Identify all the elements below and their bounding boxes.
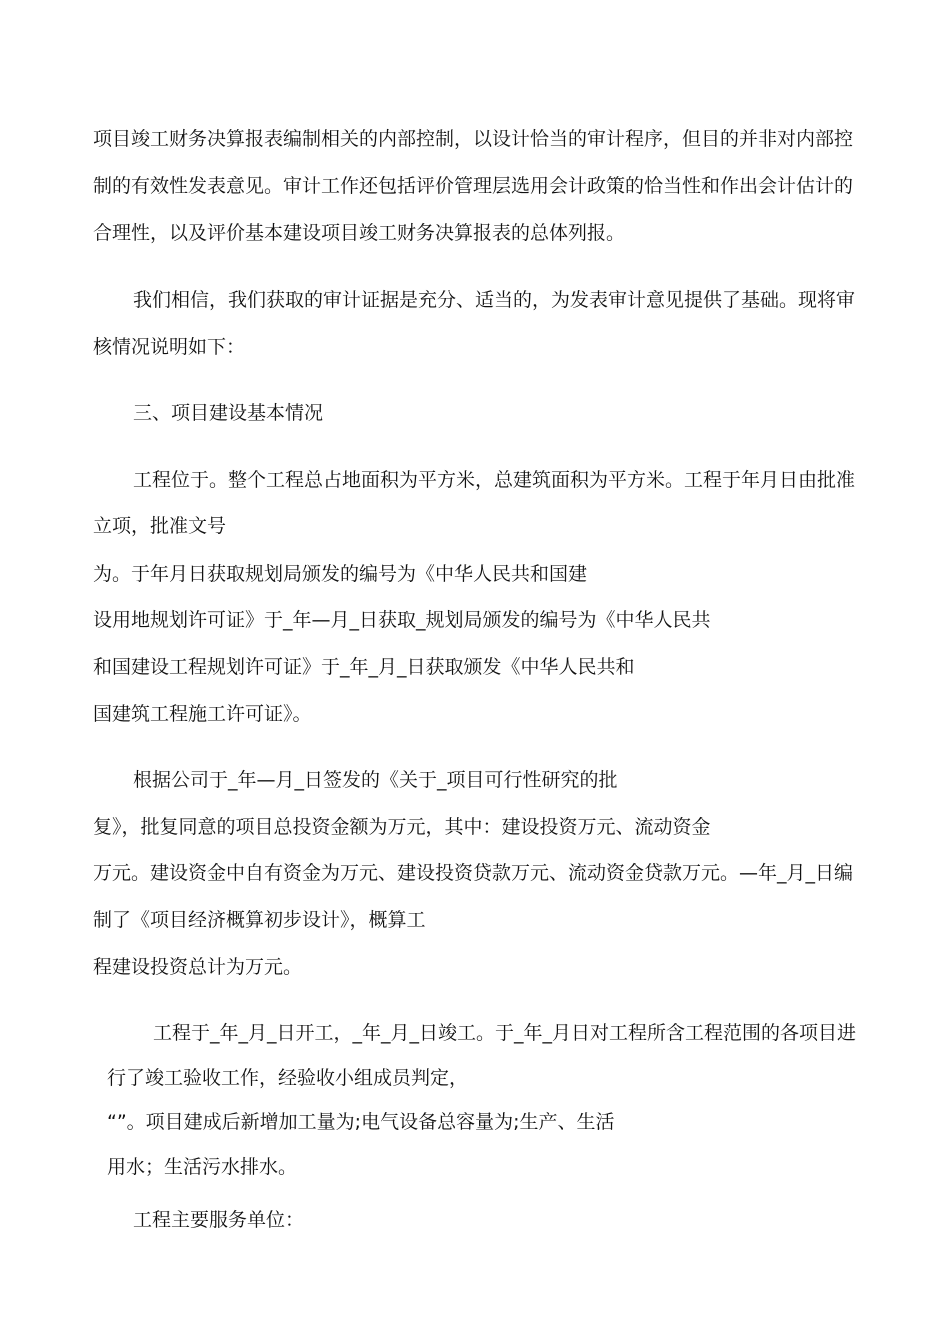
location-line-2: 立项，批准文号 [93, 515, 227, 537]
belief-line-2: 核情况说明如下： [93, 336, 246, 358]
approval-line-5: 程建设投资总计为万元。 [93, 956, 303, 978]
location-line-3: 为。于年月日获取规划局颁发的编号为《中华人民共和国建 [93, 563, 588, 585]
location-line-6: 国建筑工程施工许可证》。 [93, 703, 312, 725]
location-line-4: 设用地规划许可证》于_年—月_日获取_规划局颁发的编号为《中华人民共 [93, 609, 711, 631]
approval-line-2: 复》，批复同意的项目总投资金额为万元，其中：建设投资万元、流动资金 [93, 816, 711, 838]
construction-line-4: 用水；生活污水排水。 [107, 1156, 298, 1178]
location-line-1: 工程位于。整个工程总占地面积为平方米，总建筑面积为平方米。工程于年月日由批准 [133, 469, 856, 491]
location-line-5: 和国建设工程规划许可证》于_年_月_日获取颁发《中华人民共和 [93, 656, 635, 678]
approval-line-3: 万元。建设资金中自有资金为万元、建设投资贷款万元、流动资金贷款万元。—年_月_日编 [93, 862, 854, 884]
intro-line-1: 项目竣工财务决算报表编制相关的内部控制，以设计恰当的审计程序，但目的并非对内部控 [93, 128, 854, 150]
approval-line-1: 根据公司于_年—月_日签发的《关于_项目可行性研究的批 [133, 769, 618, 791]
belief-line-1: 我们相信，我们获取的审计证据是充分、适当的，为发表审计意见提供了基础。现将审 [133, 289, 856, 311]
section-heading: 三、项目建设基本情况 [133, 402, 324, 424]
intro-line-3: 合理性，以及评价基本建设项目竣工财务决算报表的总体列报。 [93, 222, 626, 244]
construction-line-2: 行了竣工验收工作，经验收小组成员判定， [107, 1067, 469, 1089]
service-units-label: 工程主要服务单位： [133, 1209, 305, 1231]
construction-line-3: “”。项目建成后新增加工量为;电气设备总容量为;生产、生活 [107, 1111, 615, 1133]
intro-line-2: 制的有效性发表意见。审计工作还包括评价管理层选用会计政策的恰当性和作出会计估计的 [93, 175, 854, 197]
construction-line-1: 工程于_年_月_日开工，_年_月_日竣工。于_年_月日对工程所含工程范围的各项目进 [153, 1022, 857, 1044]
approval-line-4: 制了《项目经济概算初步设计》，概算工 [93, 909, 426, 931]
